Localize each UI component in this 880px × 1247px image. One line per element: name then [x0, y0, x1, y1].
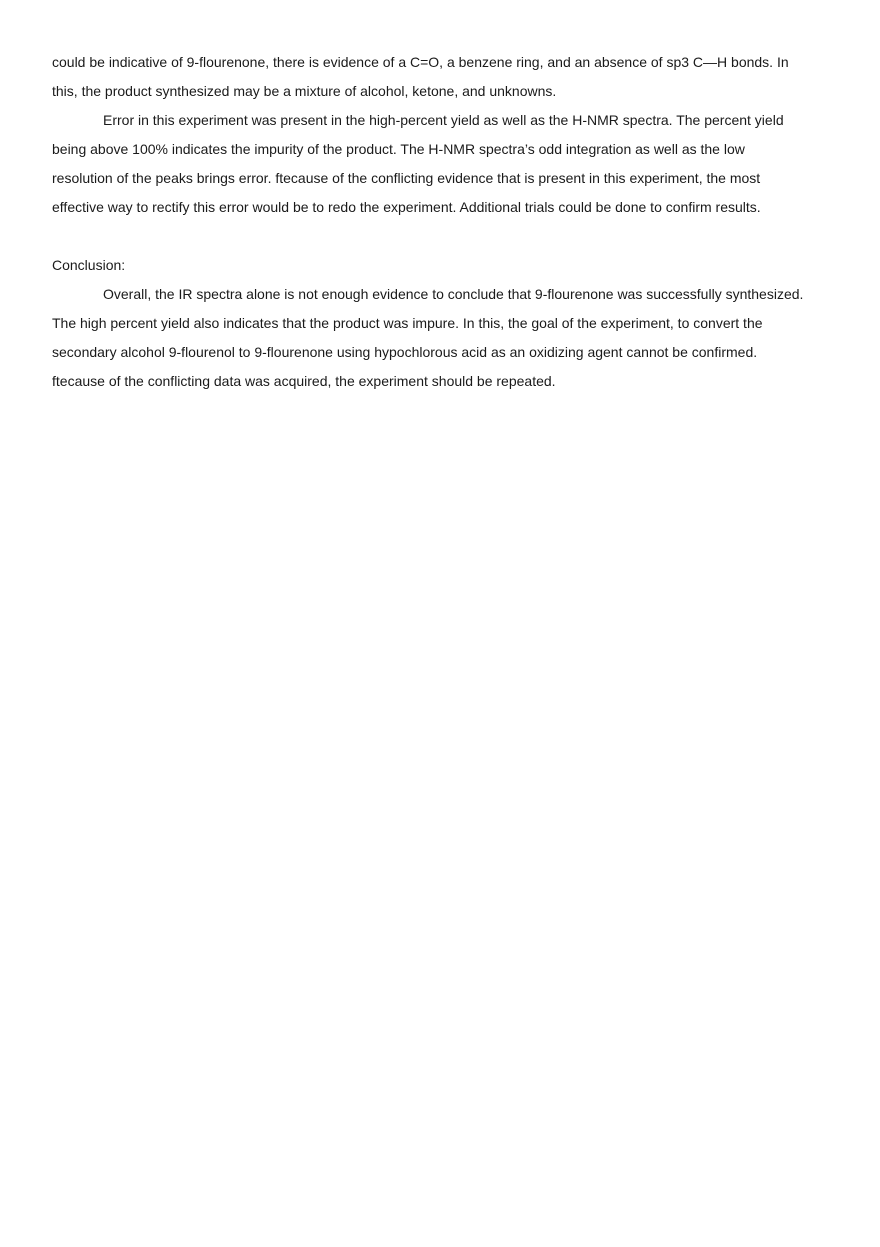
text-line: being above 100% indicates the impurity of the product. The H-NMR spectra’s odd integration as well as the low: [52, 141, 745, 157]
text-line: secondary alcohol 9-flourenol to 9-flourenone using hypochlorous acid as an oxidizing agent cannot be confirmed.: [52, 344, 758, 360]
text-line: Overall, the IR spectra alone is not enough evidence to conclude that 9-flourenone was successfully synthesized.: [103, 286, 804, 302]
text-line: this, the product synthesized may be a mixture of alcohol, ketone, and unknowns.: [52, 83, 557, 99]
text-line: ftecause of the conflicting data was acquired, the experiment should be repeated.: [52, 373, 556, 389]
text-line: resolution of the peaks brings error. ftecause of the conflicting evidence that is present in this experiment, the most: [52, 170, 761, 186]
text-line: The high percent yield also indicates that the product was impure. In this, the goal of the experiment, to convert the: [52, 315, 763, 331]
text-line: effective way to rectify this error would be to redo the experiment. Additional trials could be done to confirm results.: [52, 199, 761, 215]
conclusion-heading: Conclusion:: [52, 257, 126, 273]
text-line: could be indicative of 9-flourenone, there is evidence of a C=O, a benzene ring, and an absence of sp3 C—H bonds. In: [52, 54, 789, 70]
text-line: Error in this experiment was present in the high-percent yield as well as the H-NMR spectra. The percent yield: [103, 112, 784, 128]
